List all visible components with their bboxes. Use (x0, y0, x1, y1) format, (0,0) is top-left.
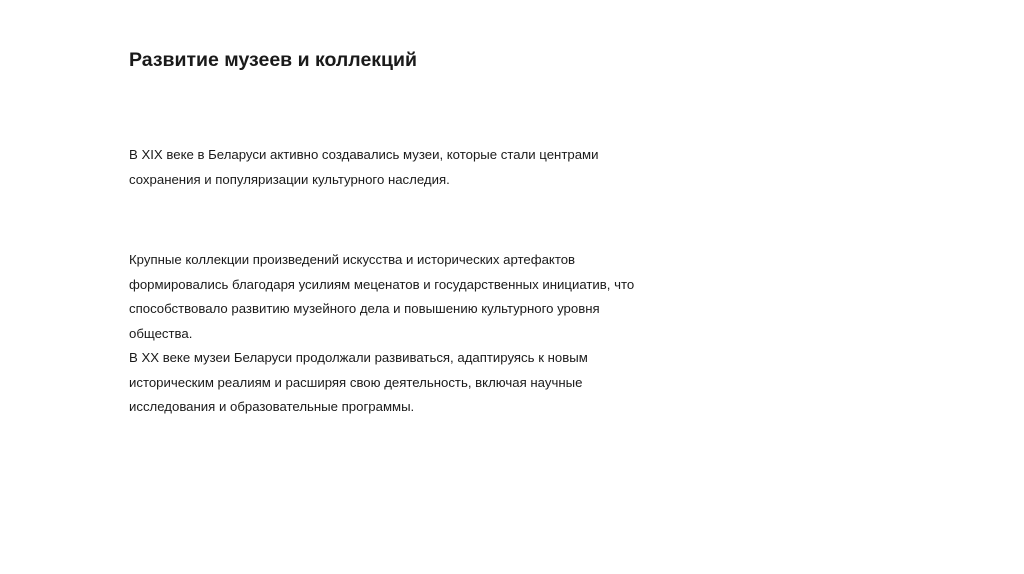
paragraph-line: В XIX веке в Беларуси активно создавались музеи, которые стали центрами (129, 147, 599, 162)
paragraph-line: исследования и образовательные программы. (129, 399, 415, 414)
paragraph-line: В XX веке музеи Беларуси продолжали развиваться, адаптируясь к новым (129, 350, 588, 365)
paragraph-line: общества. (129, 325, 193, 341)
paragraph-line: сохранения и популяризации культурного наследия. (129, 171, 450, 187)
paragraph-line: формировались благодаря усилиям меценатов и государственных инициатив, что (129, 276, 635, 292)
paragraph-line: Крупные коллекции произведений искусства и исторических артефактов (129, 252, 576, 267)
paragraph-xx-century-museums (129, 346, 689, 420)
paragraph-collections (129, 248, 689, 346)
paragraph-line: историческим реалиям и расширяя свою деятельность, включая научные (129, 374, 583, 390)
slide-title: Развитие музеев и коллекций (129, 49, 418, 71)
paragraph-xix-century-museums (129, 143, 689, 192)
paragraph-line: способствовало развитию музейного дела и повышению культурного уровня (129, 301, 600, 316)
